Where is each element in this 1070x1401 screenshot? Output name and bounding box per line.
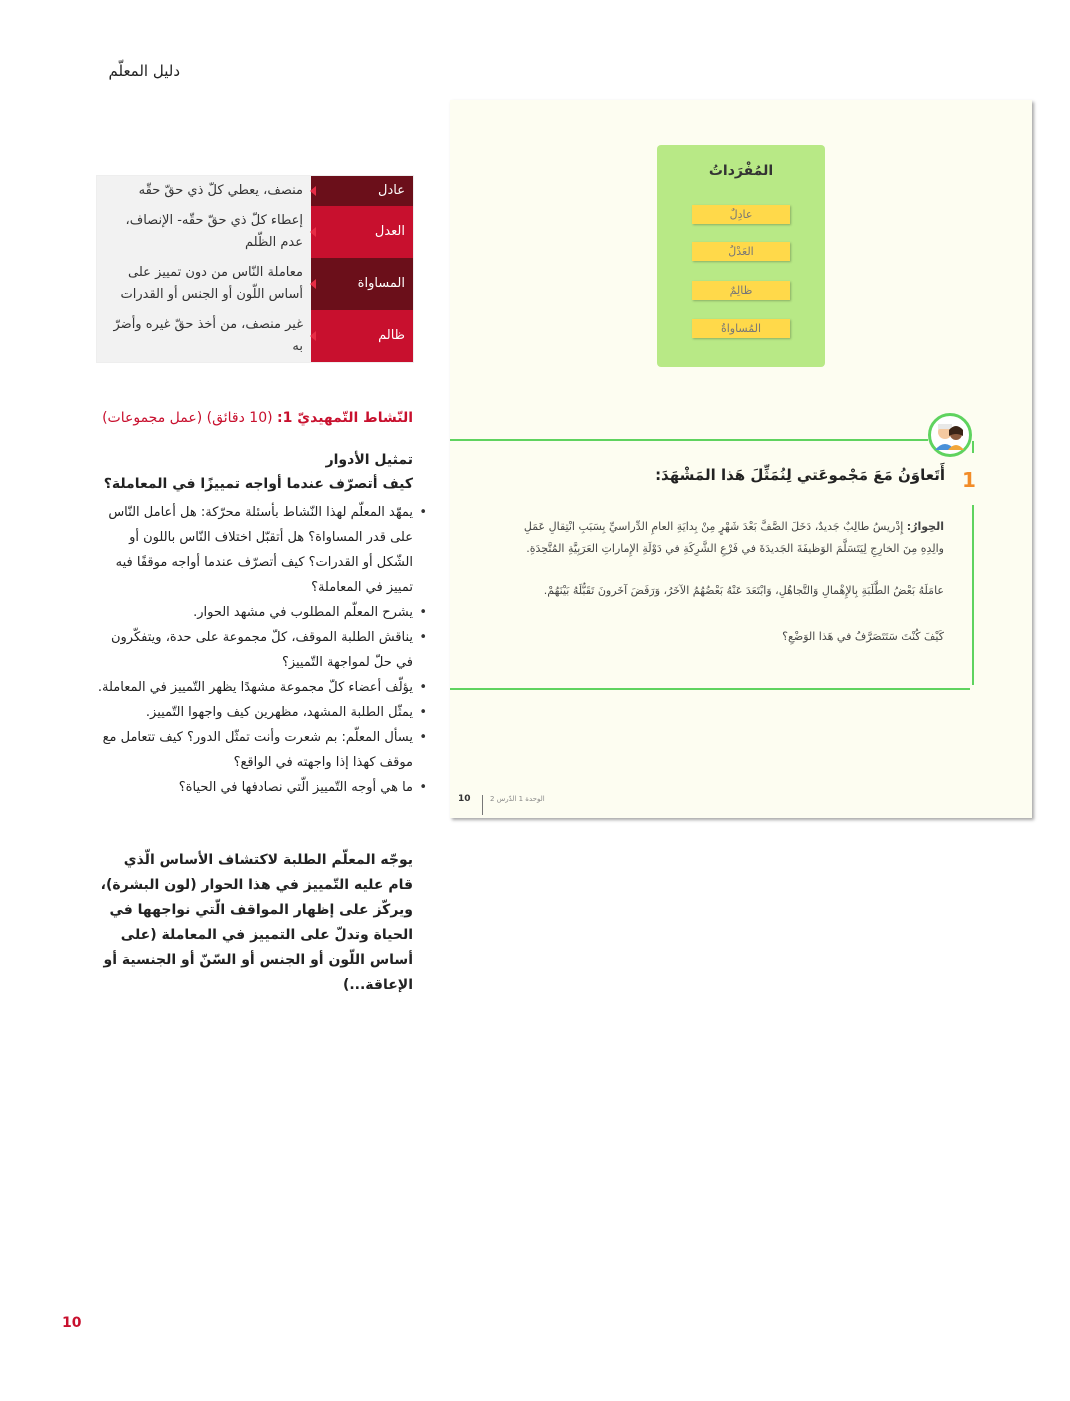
guide-title: دليل المعلّم (108, 62, 180, 80)
list-item: • يشرح المعلّم المطلوب في مشهد الحوار. (96, 600, 413, 625)
summary-line: يوجّه المعلّم الطلبة لاكتشاف الأساس الّذي قام عليه التّمييز في هذا الحوار (لون البشرة)، (100, 852, 413, 893)
vocab-definition: معاملة النّاس من دون تمييز على أساس اللّون أو الجنس أو القدرات (97, 258, 311, 310)
list-item: • يمثّل الطلبة المشهد، مظهرين كيف واجهوا التّمييز. (96, 700, 413, 725)
activity-title (100, 410, 413, 426)
page-number: 10 (62, 1315, 82, 1331)
dialogue-label: الحِوارُ: (906, 520, 944, 533)
students-icon (931, 416, 969, 454)
vocab-table (97, 176, 413, 362)
list-item: • يؤلّف أعضاء كلّ مجموعة مشهدًا يظهر التّمييز في المعاملة. (96, 675, 413, 700)
summary-line: ويركّز على إظهار المواقف الّتي نواجهها في الحياة وتدلّ على التمييز في المعاملة (على أساس اللّون أو الجنس أو السّنّ أو الجنسية أو الإعاقة...) (103, 902, 413, 993)
dialogue-body: إِدْريسُ طالِبٌ جَديدٌ، دَخَلَ الصَّفَّ بَعْدَ شَهْرٍ مِنْ بِدايَةِ العامِ الدِّراسيِّ بِسَبَبِ انْتِقالِ عَمَلِ والِدِهِ مِنَ الخارِجِ لِيَتَسَلَّمَ الوَظيفَةَ الجَديدَةَ في فَرْعِ الشَّرِكَةِ في دَوْلَةِ الإِماراتِ العَرَبِيَّةِ المُتَّحِدَةِ. (523, 520, 944, 555)
list-item: • يناقش الطلبة الموقف، كلّ مجموعة على حدة، ويتفكّرون في حلّ لمواجهة التّمييز؟ (96, 625, 413, 675)
roles-heading: تمثيل الأدوار (325, 452, 413, 468)
frame-line-right-top (972, 441, 974, 453)
vocab-term: عادل (311, 176, 413, 206)
avatar (928, 413, 972, 457)
vocab-definition: منصف، يعطي كلّ ذي حقّ حقّه (97, 176, 311, 206)
frame-line-bottom (450, 688, 970, 690)
vocab-chip: عادِلٌ (692, 205, 790, 224)
footer-divider (482, 795, 483, 815)
vocab-row (97, 176, 413, 206)
vocab-row (97, 310, 413, 362)
vocab-chip: ظالِمٌ (692, 281, 790, 300)
frame-line-right (972, 505, 974, 685)
list-item: • يمهّد المعلّم لهذا النّشاط بأسئلة محرّكة: هل أعامل النّاس على قدر المساواة؟ هل أتقبّل اختلاف النّاس باللون أو الشّكل أو القدرات؟ كيف أتصرّف عندما أواجه موقفًا فيه تمييز في المعاملة؟ (96, 500, 413, 600)
activity-number: 1 (962, 468, 976, 492)
activity-title-rest: (10 دقائق) (عمل مجموعات) (102, 410, 278, 426)
vocabulary-title: المُفْرَداتُ (708, 163, 774, 179)
dialogue-text (500, 516, 944, 560)
vocab-term: ظالم (311, 310, 413, 362)
student-page-number: 10 (458, 794, 471, 804)
vocab-definition: غير منصف، من أخذ حقّ غيره وأضرّ به (97, 310, 311, 362)
vocab-term: العدل (311, 206, 413, 258)
list-item: • ما هي أوجه التّمييز الّتي نصادفها في الحياة؟ (96, 775, 413, 800)
vocab-row (97, 258, 413, 310)
vocab-row (97, 206, 413, 258)
question-heading: كيف أتصرّف عندما أواجه تمييزًا في المعاملة؟ (103, 476, 413, 492)
footer-meta: الوحدة 1 الدّرس 2 (490, 795, 545, 803)
activity-steps (96, 500, 429, 800)
vocab-chip: المُساواةُ (692, 319, 790, 338)
summary-text (100, 848, 413, 998)
situation-question: كَيْفَ كُنْتَ سَتَتَصَرَّفُ في هَذا الوَضْعِ؟ (782, 630, 944, 643)
frame-line-top (450, 439, 928, 441)
activity-title-bold: النّشاط التّمهيديّ 1: (277, 410, 413, 426)
list-item: • يسأل المعلّم: بم شعرت وأنت تمثّل الدور؟ كيف تتعامل مع موقف كهذا إذا واجهته في الواقع؟ (96, 725, 413, 775)
vocab-definition: إعطاء كلّ ذي حقّ حقّه- الإنصاف، عدم الظّلم (97, 206, 311, 258)
vocab-chip: العَدْلُ (692, 242, 790, 261)
activity-heading: أَتَعاوَنُ مَعَ مَجْموعَتي لِنُمَثِّلَ هَذا المَشْهَدَ: (655, 466, 945, 484)
situation-text: عامَلَهُ بَعْضُ الطَّلَبَةِ بِالإِهْمالِ وَالتَّجاهُلِ، وَابْتَعَدَ عَنْهُ بَعْضُهُمُ الآخَرُ، وَرَفَضَ آخَرونَ تَقَبُّلَهُ بَيْنَهُمْ. (543, 584, 944, 597)
vocab-term: المساواة (311, 258, 413, 310)
vocabulary-box (657, 145, 825, 367)
